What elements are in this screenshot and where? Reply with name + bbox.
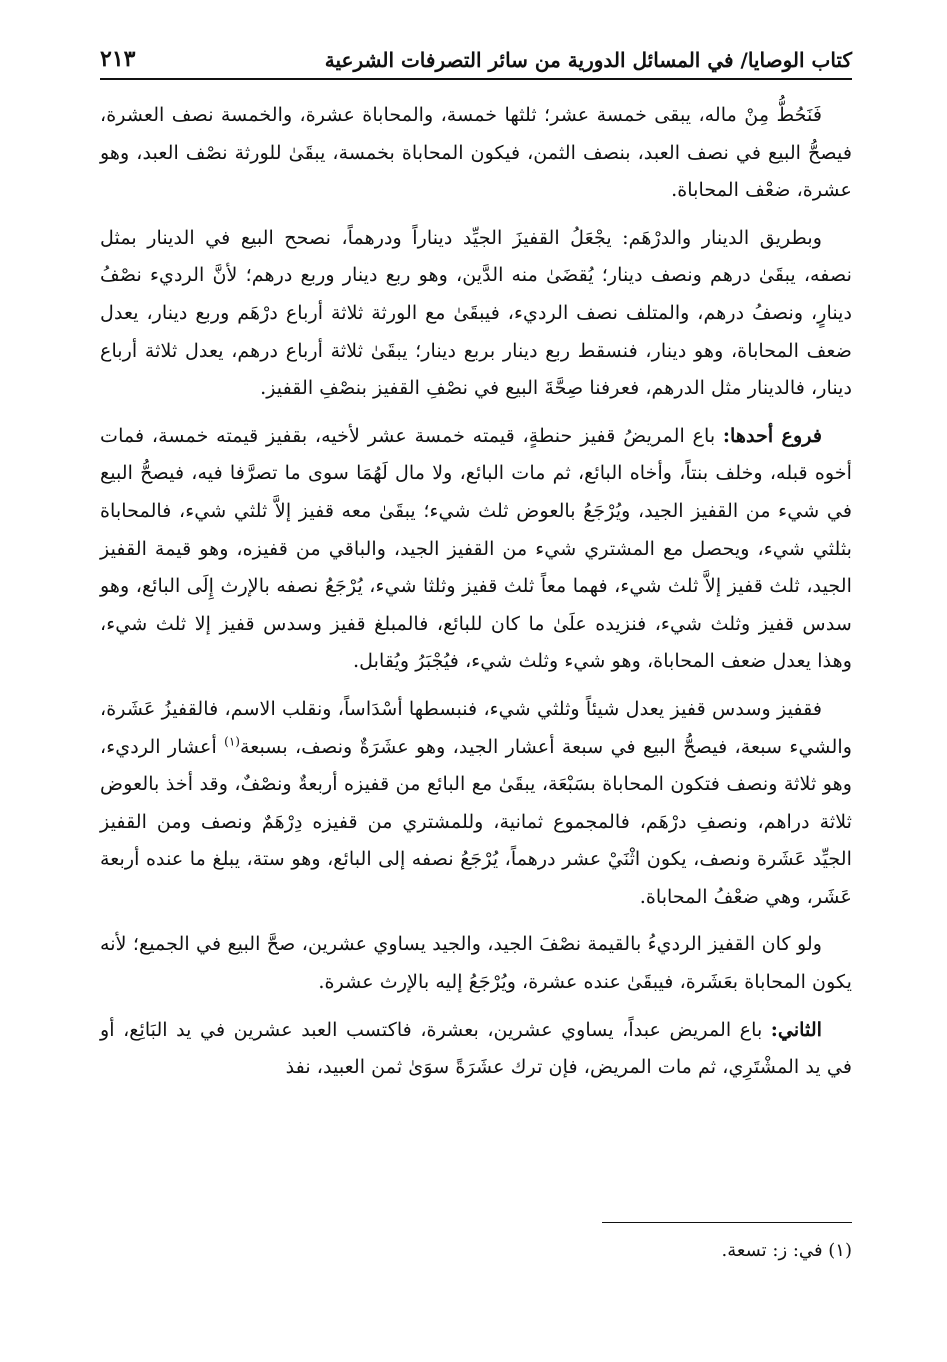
paragraph-3-text: باع المريضُ قفيز حنطةٍ، قيمته خمسة عشر لأخيه، بقفيز قيمته خمسة، فمات أخوه قبله، وخلف بنتاً، وأخاه البائع، ثم مات البائع، ولا مال لَهُمَا سوى ما تصرَّفا فيه، فيصحُّ البيع في شيء من القفيز الجيد، ويُرْجَعُ بالعوض ثلث شيء؛ يبقَىٰ معه قفيز إلاَّ ثلثي شيء، فالمحاباة بثلثي شيء، ويحصل مع المشتري شيء من القفيز الجيد، والباقي من قفيزه، وهو قيمة القفيز الجيد، ثلث قفيز إلاَّ ثلث شيء، فهما معاً ثلث قفيز وثلثا شيء، يُرْجَعُ نصفه بالإرث إِلَى البائع، وهو سدس قفيز وثلث شيء، فنزيده علَىٰ ما كان للبائع، فالمبلغ قفيز وسدس قفيز إلا ثلث شيء، وهذا يعدل ضعف المحاباة، وهو شيء وثلث شيء، فيُجْبَرُ ويُقابل. [100,423,852,673]
main-text [100,96,852,1096]
footnote-reference[interactable]: (١) [224,734,240,749]
running-title: كتاب الوصايا/ في المسائل الدورية من سائر التصرفات الشرعية [324,48,852,72]
paragraph-5: ولو كان القفيز الرديءُ بالقيمة نصْفَ الجيد، والجيد يساوي عشرين، صحَّ البيع في الجميع؛ لأنه يكون المحاباة بعَشَرة، فيبقَىٰ عنده عشرة، ويُرْجَعُ إليه بالإرث عشرة. [100,932,852,994]
page-number: ٢١٣ [100,46,136,72]
paragraph-6-text: باع المريض عبداً، يساوي عشرين، بعشرة، فاكتسب العبد عشرين في يد البَائِع، أو في يد المشْتَرِي، ثم مات المريض، فإن ترك عشَرَةً سوَىٰ ثمن العبيد، نفذ [100,1017,852,1079]
section-heading-furu: فروع أحدها: [722,423,822,447]
section-heading-second: الثاني: [770,1017,822,1041]
paragraph-4 [100,690,852,916]
paragraph-6 [100,1011,852,1086]
paragraph-1: فَنَحُطُّ مِنْ ماله، يبقى خمسة عشر؛ ثلثها خمسة، والمحاباة عشرة، والخمسة نصف العشرة، فيصحُّ البيع في نصف العبد، بنصف الثمن، فيكون المحاباة بخمسة، يبقَىٰ للورثة نصْف العبد، وهو عشرة، ضعْف المحاباة. [100,103,852,202]
paragraph-4-text-b: أعشار الرديء، وهو ثلاثة ونصف فتكون المحاباة بسَبْعَة، يبقَىٰ مع البائع من قفيزه أربعةٌ ونصْفٌ، وقد أخذ بالعوض ثلاثة دراهم، ونصفِ درْهَم، فالمجموع ثمانية، وللمشتري من قفيزه دِرْهَمٌ ونصف ومن القفيز الجيِّد عَشَرة ونصف، يكون اثْنَيْ عشر درهماً، يُرْجَعُ نصفه إلى البائع، وهو ستة، يبلغ ما عنده أربعة عَشَر، وهي ضعْفُ المحاباة. [100,734,852,908]
paragraph-2: وبطريق الدينار والدرْهَم: يجْعَلُ القفيزَ الجيِّد ديناراً ودرهماً، نصحح البيع في الدينار بمثل نصفه، يبقَىٰ درهم ونصف دينار؛ يُقضَىٰ منه الدَّين، وهو ربع دينار وربع درهم؛ لأنَّ الرديء نصْفُ دينارٍ، ونصفُ درهم، والمتلف نصف الرديء، فيبقَىٰ مع الورثة ثلاثة أرباع درْهَم وربع دينار، يعدل ضعف المحاباة، وهو دينار، فنسقط ربع دينار بربع دينار؛ يبقَىٰ ثلاثة أرباع درهم، يعدل ثلاثة أرباع دينار، فالدينار مثل الدرهم، فعرفنا صِحَّةَ البيع في نصْفِ القفيز بنصْفِ القفيز. [100,225,852,400]
footnote: (١) في: ز: تسعة. [721,1240,852,1261]
paragraph-4-text-a: فقفيز وسدس قفيز يعدل شيئاً وثلثي شيء، فنبسطها أسْدَاساً، ونقلب الاسم، فالقفيزُ عَشَرة، والشيء سبعة، فيصحُّ البيع في سبعة أعشار الجيد، وهو عشَرَةٌ ونصف، بسبعة [100,696,852,758]
paragraph-3 [100,417,852,680]
footnote-divider [602,1222,852,1223]
page-header [100,40,852,80]
